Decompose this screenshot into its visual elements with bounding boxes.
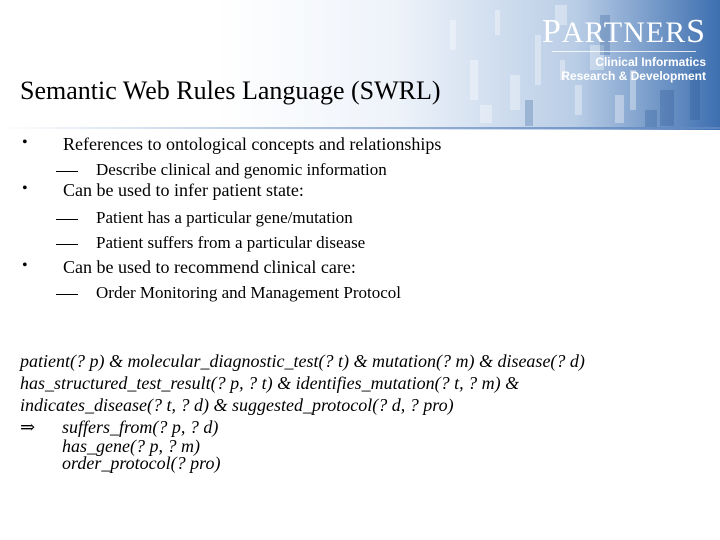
dash-icon bbox=[56, 160, 78, 180]
logo-subtitle-2: Research & Development bbox=[561, 69, 706, 83]
sub-bullet-text: Describe clinical and genomic information bbox=[96, 160, 387, 179]
rule-antecedent-line: has_structured_test_result(? p, ? t) & identifies_mutation(? t, ? m) & bbox=[20, 373, 520, 393]
bullet-text: Can be used to recommend clinical care: bbox=[63, 257, 356, 277]
logo-rule bbox=[552, 51, 696, 52]
logo-wordmark: PARTNERS bbox=[541, 13, 706, 50]
rule-consequent-line: order_protocol(? pro) bbox=[62, 453, 221, 473]
rule-antecedent-line: indicates_disease(? t, ? d) & suggested_protocol(? d, ? pro) bbox=[20, 395, 454, 415]
rule-implication bbox=[20, 416, 585, 438]
bullet-dot-icon: • bbox=[22, 134, 28, 151]
header-divider bbox=[0, 127, 720, 129]
implies-arrow-icon: ⇒ bbox=[20, 417, 36, 437]
partners-logo bbox=[541, 13, 706, 83]
bullet-dot-icon: • bbox=[22, 180, 28, 197]
rule-consequent-line: has_gene(? p, ? m) bbox=[62, 436, 200, 456]
sub-bullet-text: Patient has a particular gene/mutation bbox=[96, 208, 353, 227]
dash-icon bbox=[56, 208, 78, 228]
sub-bullet-text: Order Monitoring and Management Protocol bbox=[96, 283, 401, 302]
slide-title: Semantic Web Rules Language (SWRL) bbox=[20, 76, 441, 105]
dash-icon bbox=[56, 283, 78, 303]
logo-subtitle-1: Clinical Informatics bbox=[595, 55, 706, 69]
rule-antecedent-line: patient(? p) & molecular_diagnostic_test(? t) & mutation(? m) & disease(? d) bbox=[20, 351, 585, 371]
sub-bullet-text: Patient suffers from a particular disease bbox=[96, 233, 366, 252]
bullet-text: References to ontological concepts and relationships bbox=[63, 134, 442, 154]
dash-icon bbox=[56, 233, 78, 253]
bullet-dot-icon: • bbox=[22, 257, 28, 274]
swrl-rule bbox=[20, 350, 585, 472]
bullet-text: Can be used to infer patient state: bbox=[63, 180, 304, 200]
rule-consequent-line: suffers_from(? p, ? d) bbox=[62, 417, 219, 437]
